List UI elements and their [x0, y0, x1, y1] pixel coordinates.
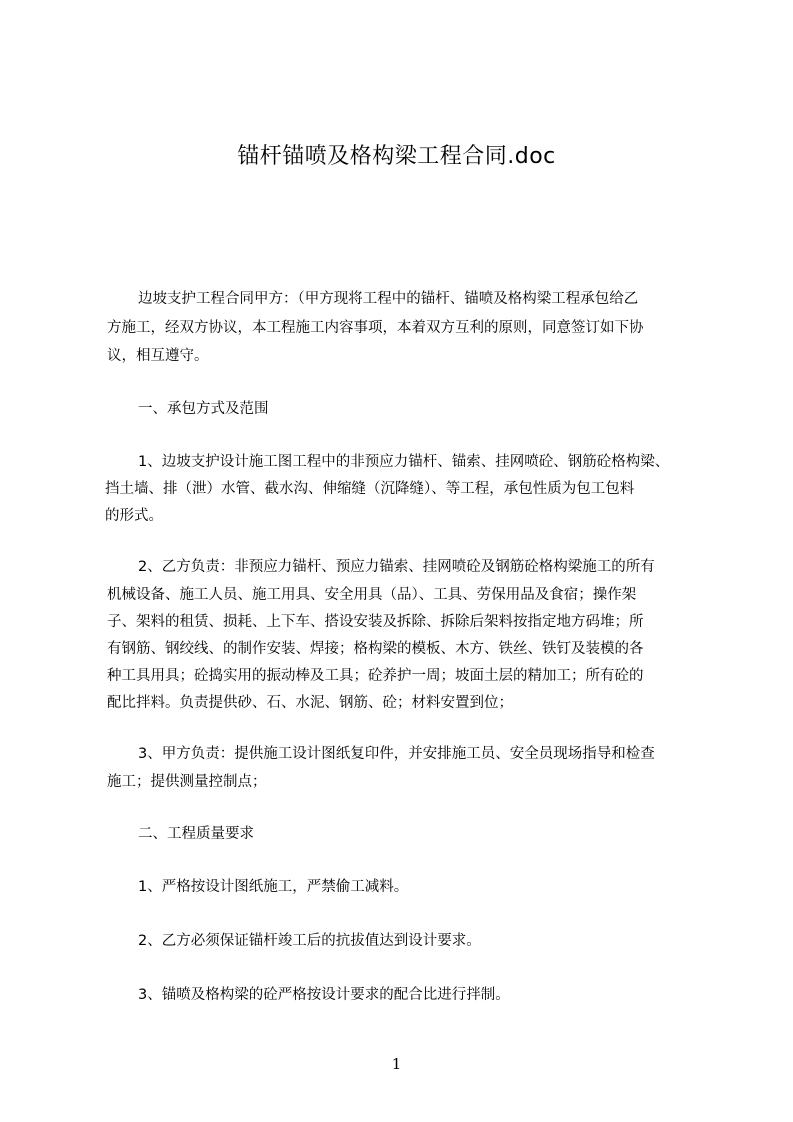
- section1-item2-line-1: 2、乙方负责：非预应力锚杆、预应力锚索、挂网喷砼及钢筋砼格构梁施工的所有: [138, 559, 655, 575]
- document-title: 锚杆锚喷及格构梁工程合同.doc: [237, 144, 556, 169]
- section1-item2-line-5: 种工具用具；砼捣实用的振动棒及工具；砼养护一周；坡面土层的精加工；所有砼的: [107, 668, 644, 684]
- section1-item1-line-3: 的形式。: [105, 508, 163, 524]
- section1-item1-line-1: 1、边坡支护设计施工图工程中的非预应力锚杆、锚索、挂网喷砼、钢筋砼格构梁、: [138, 454, 670, 470]
- intro-line-3: 议，相互遵守。: [107, 348, 209, 364]
- section2-item1: 1、严格按设计图纸施工，严禁偷工减料。: [138, 879, 409, 895]
- section1-item2-line-4: 有钢筋、钢绞线、的制作安装、焊接；格构梁的模板、木方、铁丝、铁钉及装模的各: [107, 641, 644, 657]
- section1-item1-line-2: 挡土墙、排（泄）水管、截水沟、伸缩缝（沉降缝）、等工程，承包性质为包工包料: [105, 481, 635, 497]
- section2-item2: 2、乙方必须保证锚杆竣工后的抗拔值达到设计要求。: [138, 933, 481, 949]
- section1-item2-line-3: 子、架料的租赁、损耗、上下车、搭设安装及拆除、拆除后架料按指定地方码堆；所: [107, 614, 644, 630]
- intro-line-1: 边坡支护工程合同甲方：（甲方现将工程中的锚杆、锚喷及格构梁工程承包给乙: [138, 291, 639, 307]
- section1-item3-line-1: 3、甲方负责：提供施工设计图纸复印件，并安排施工员、安全员现场指导和检查: [138, 746, 655, 762]
- section2-heading: 二、工程质量要求: [138, 826, 254, 842]
- section2-item3: 3、锚喷及格构梁的砼严格按设计要求的配合比进行拌制。: [138, 987, 510, 1003]
- page-number: 1: [391, 1055, 402, 1073]
- section1-item3-line-2: 施工；提供测量控制点；: [107, 774, 267, 790]
- section1-item2-line-2: 机械设备、施工人员、施工用具、安全用具（品）、工具、劳保用品及食宿；操作架: [107, 587, 637, 603]
- section1-item2-line-6: 配比拌料。负责提供砂、石、水泥、钢筋、砼；材料安置到位；: [107, 695, 513, 711]
- section1-heading: 一、承包方式及范围: [138, 401, 269, 417]
- intro-line-2: 方施工，经双方协议，本工程施工内容事项，本着双方互利的原则，同意签订如下协: [107, 320, 644, 336]
